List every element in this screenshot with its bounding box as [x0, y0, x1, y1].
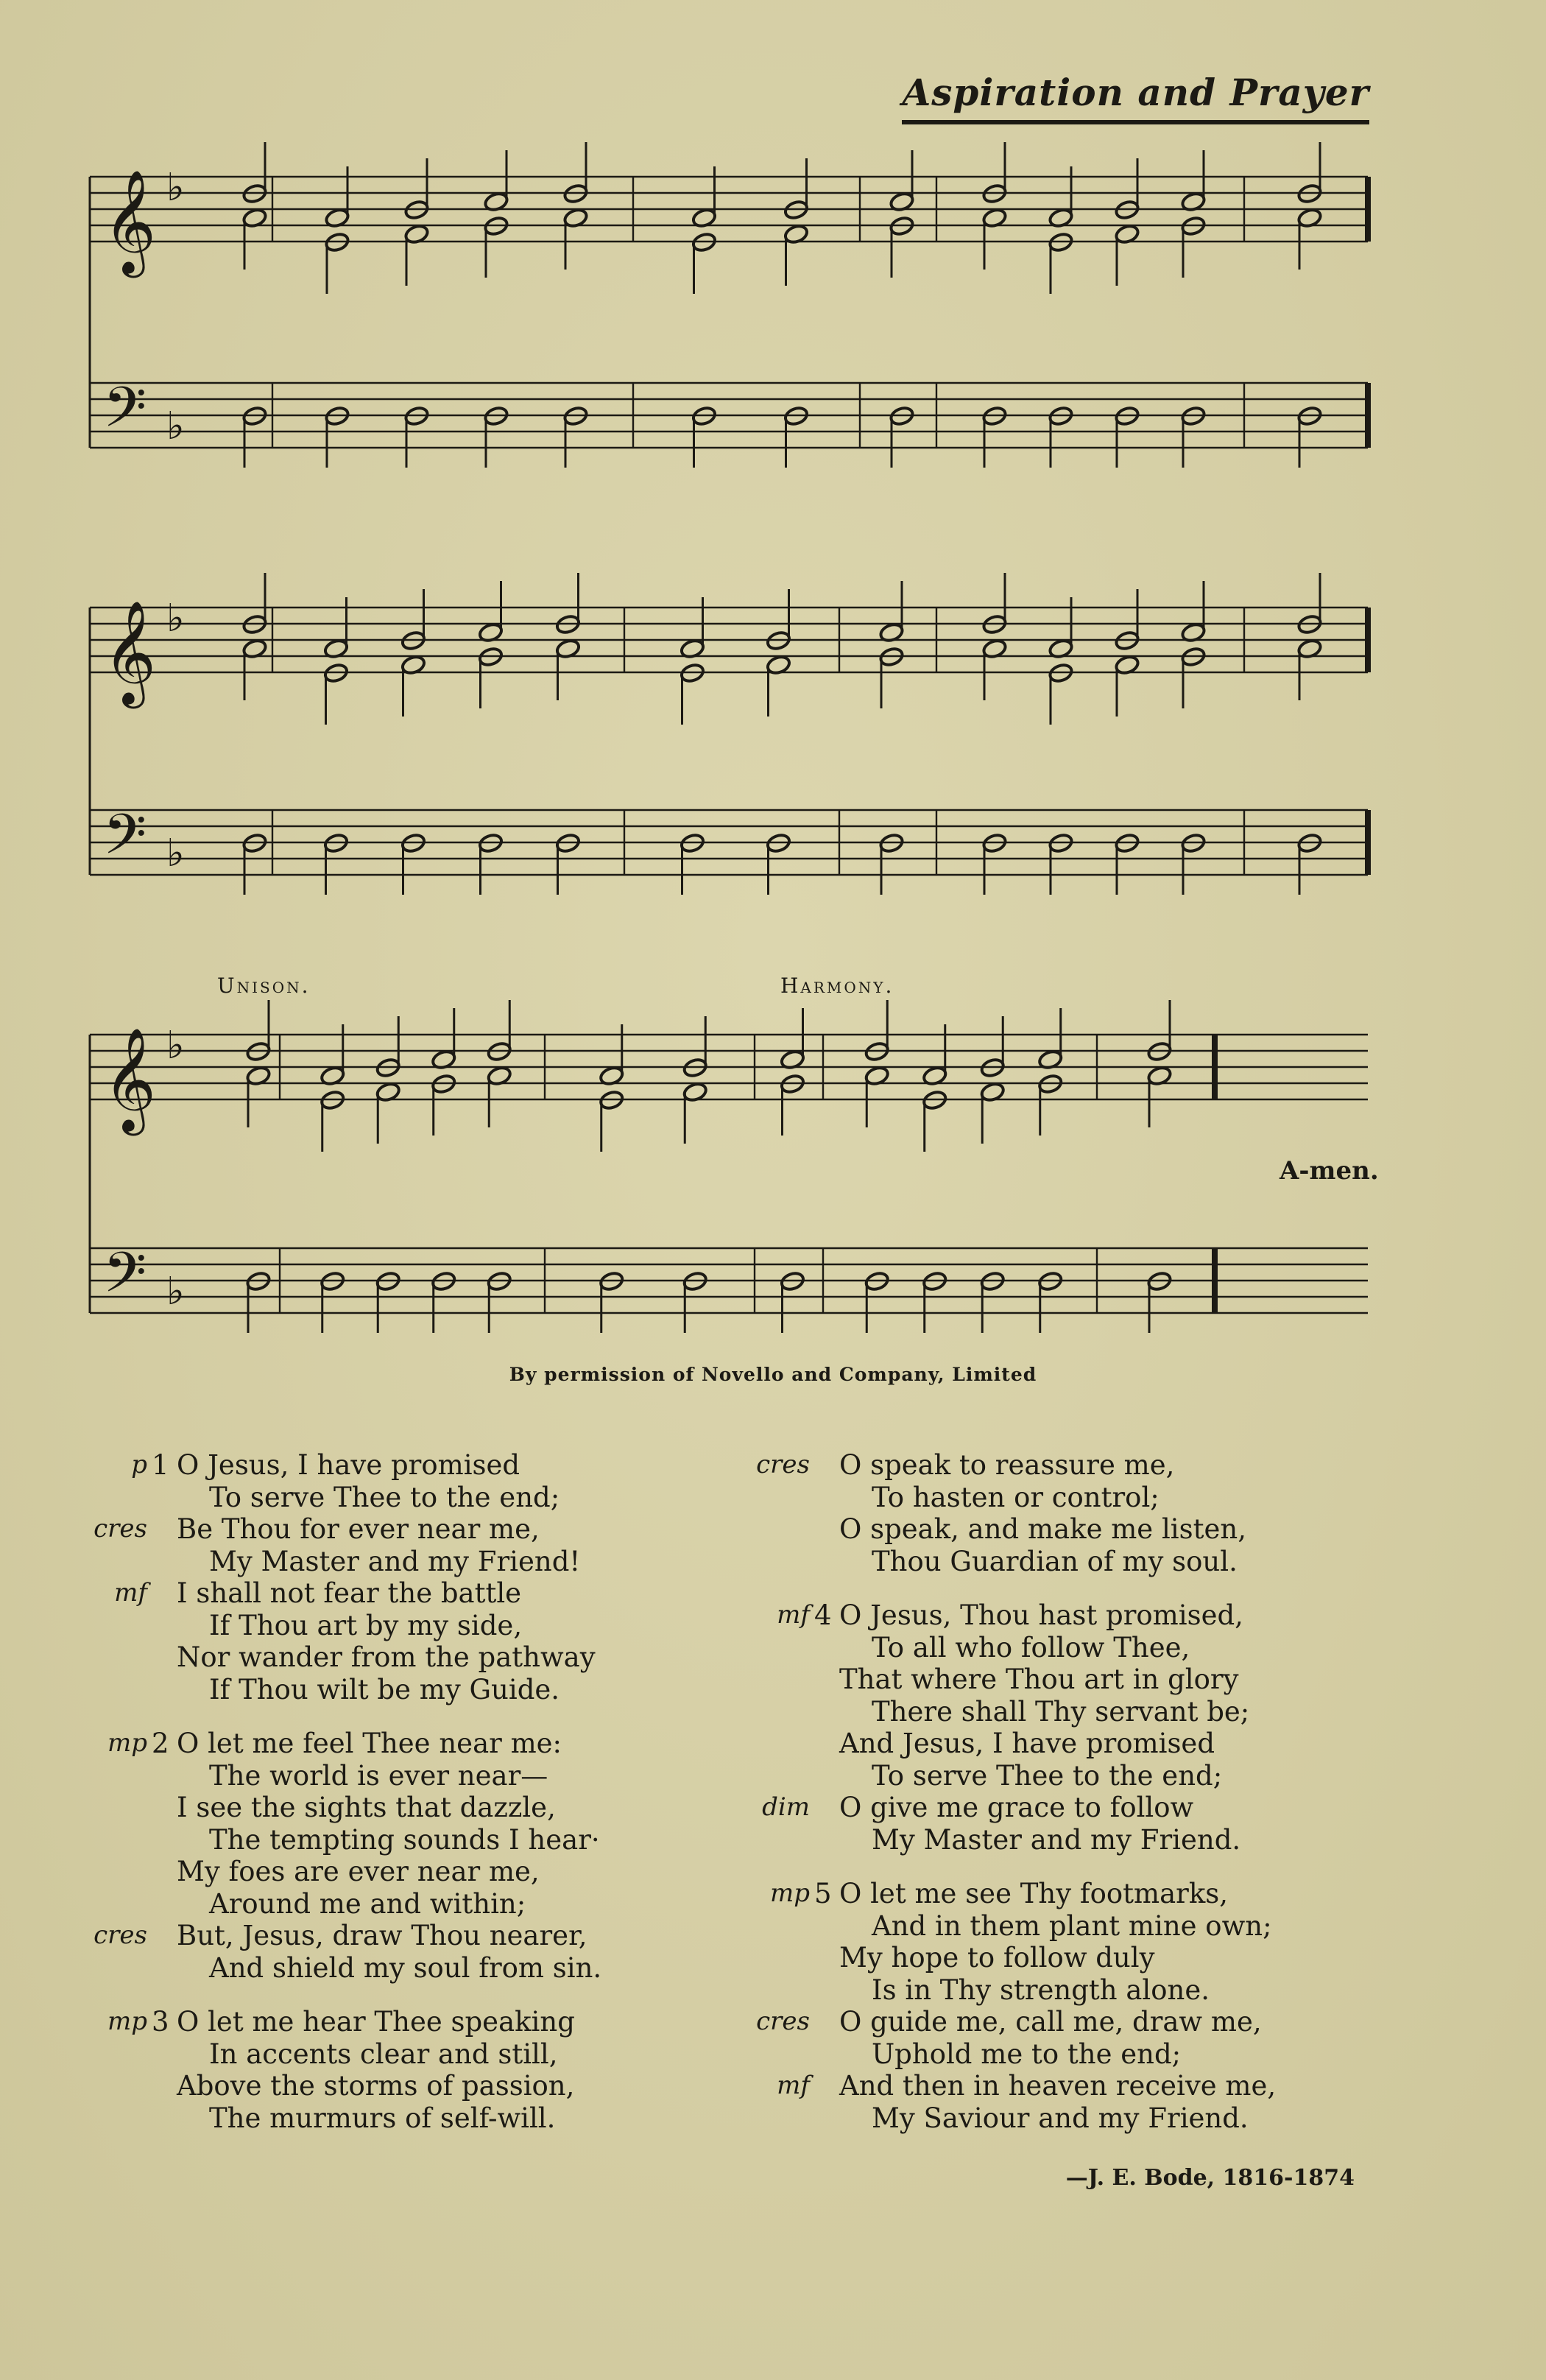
- verse-line: [88, 2070, 721, 2102]
- verse-text: To serve Thee to the end;: [872, 1759, 1223, 1792]
- verse-line: [88, 1577, 721, 1610]
- verse-line: [751, 2006, 1413, 2038]
- flat-key-signature-icon: ♭: [166, 1270, 185, 1314]
- verse-text: Thou Guardian of my soul.: [872, 1545, 1238, 1577]
- stanza: [751, 1878, 1413, 2134]
- stanza-number: 5: [814, 1878, 832, 1909]
- verse-line: [751, 1878, 1413, 1910]
- verse-text: The world is ever near—: [209, 1759, 548, 1792]
- flat-key-signature-icon: ♭: [166, 404, 185, 448]
- stanza-number: [814, 1546, 839, 1578]
- stanza-number: [814, 1792, 839, 1824]
- verse-line: [751, 1546, 1413, 1578]
- dynamic-marking: [88, 1856, 152, 1888]
- dynamic-marking: [88, 2102, 152, 2135]
- stanza-number: [152, 1824, 177, 1856]
- dynamic-marking: [751, 1513, 814, 1546]
- verse-text: And then in heaven receive me,: [839, 2070, 1277, 2102]
- verse-line: [751, 1760, 1413, 1792]
- verse-line: [751, 1482, 1413, 1514]
- stanza-number: [814, 2070, 839, 2102]
- verse-line: [751, 1696, 1413, 1728]
- verse-line: [88, 1513, 721, 1546]
- stanza: [88, 1728, 721, 1984]
- stanza-number: [152, 1856, 177, 1888]
- dynamic-marking: [88, 1888, 152, 1920]
- dynamic-marking: cres: [756, 2007, 810, 2036]
- verse-line: [88, 1792, 721, 1824]
- dynamic-marking: [751, 1974, 814, 2007]
- stanza-number: [814, 1760, 839, 1792]
- verse-text: My hope to follow duly: [839, 1942, 1155, 1974]
- verse-text: To hasten or control;: [872, 1481, 1160, 1513]
- verse-line: [751, 1513, 1413, 1546]
- stanza: [88, 1449, 721, 1705]
- dynamic-marking: [751, 1942, 814, 1974]
- dynamic-marking: [751, 1910, 814, 1943]
- flat-key-signature-icon: ♭: [166, 596, 185, 641]
- verse-line: [88, 2038, 721, 2071]
- stanza-number: [814, 1824, 839, 1856]
- verse-text: There shall Thy servant be;: [872, 1695, 1250, 1728]
- flat-key-signature-icon: ♭: [166, 166, 185, 210]
- verse-text: O let me feel Thee near me:: [177, 1728, 562, 1759]
- stanza-number: [814, 1696, 839, 1728]
- verse-line: [751, 2102, 1413, 2135]
- hymn-text-left-column: [88, 1449, 721, 2156]
- dynamic-marking: [88, 1546, 152, 1578]
- stanza-number: [152, 1482, 177, 1514]
- dynamic-marking: [88, 1641, 152, 1674]
- verse-line: [751, 2070, 1413, 2102]
- permission-credit: By permission of Novello and Company, Limited: [509, 1364, 1037, 1385]
- flat-key-signature-icon: ♭: [166, 1024, 185, 1068]
- stanza: [751, 1449, 1413, 1577]
- verse-text: My Master and my Friend.: [872, 1823, 1241, 1856]
- verse-line: [88, 1824, 721, 1856]
- verse-text: Around me and within;: [209, 1887, 526, 1920]
- verse-text: And Jesus, I have promised: [839, 1728, 1215, 1759]
- stanza-number: [814, 1632, 839, 1664]
- stanza-number: [152, 1674, 177, 1706]
- dynamic-marking: [88, 2070, 152, 2102]
- dynamic-marking: [88, 1674, 152, 1706]
- stanza-number: [814, 1942, 839, 1974]
- verse-text: If Thou art by my side,: [209, 1609, 523, 1641]
- dynamic-marking: cres: [756, 1450, 810, 1479]
- verse-line: [751, 1632, 1413, 1664]
- verse-text: And shield my soul from sin.: [209, 1951, 602, 1984]
- verse-line: [88, 1856, 721, 1888]
- stanza: [751, 1599, 1413, 1856]
- stanza-number: [814, 1449, 839, 1482]
- verse-text: O Jesus, Thou hast promised,: [839, 1599, 1243, 1631]
- verse-text: But, Jesus, draw Thou nearer,: [177, 1920, 587, 1951]
- stanza-number: 3: [152, 2006, 169, 2038]
- unison-label: Unison.: [217, 974, 311, 998]
- verse-text: O let me see Thy footmarks,: [839, 1878, 1229, 1909]
- dynamic-marking: mp: [107, 2007, 147, 2036]
- stanza-number: [152, 1641, 177, 1674]
- verse-text: Nor wander from the pathway: [177, 1641, 596, 1673]
- verse-text: The murmurs of self-will.: [209, 2102, 556, 2134]
- dynamic-marking: [88, 1610, 152, 1642]
- stanza-number: [814, 1663, 839, 1696]
- dynamic-marking: [751, 1760, 814, 1792]
- stanza-number: [814, 2006, 839, 2038]
- flat-key-signature-icon: ♭: [166, 831, 185, 876]
- stanza-number: [152, 1577, 177, 1610]
- verse-line: [751, 1449, 1413, 1482]
- harmony-label: Harmony.: [780, 974, 894, 998]
- dynamic-marking: [751, 1482, 814, 1514]
- verse-line: [751, 1942, 1413, 1974]
- author-attribution: —J. E. Bode, 1816-1874: [1065, 2165, 1355, 2191]
- stanza-number: [152, 2102, 177, 2135]
- hymn-text-right-column: [751, 1449, 1413, 2156]
- verse-line: [751, 2038, 1413, 2071]
- stanza-number: [152, 1760, 177, 1792]
- stanza: [88, 2006, 721, 2134]
- dynamic-marking: cres: [93, 1514, 147, 1543]
- dynamic-marking: [751, 1696, 814, 1728]
- verse-line: [88, 1888, 721, 1920]
- stanza-number: [152, 1610, 177, 1642]
- verse-line: [88, 1728, 721, 1760]
- stanza-number: [152, 1792, 177, 1824]
- verse-line: [751, 1974, 1413, 2007]
- verse-text: O Jesus, I have promised: [177, 1449, 520, 1481]
- stanza-number: [814, 2038, 839, 2071]
- dynamic-marking: [88, 2038, 152, 2071]
- verse-text: O guide me, call me, draw me,: [839, 2006, 1262, 2038]
- dynamic-marking: [88, 1952, 152, 1985]
- verse-text: Above the storms of passion,: [177, 2070, 575, 2102]
- verse-text: To all who follow Thee,: [872, 1631, 1190, 1663]
- verse-text: And in them plant mine own;: [872, 1909, 1272, 1942]
- verse-line: [88, 1449, 721, 1482]
- dynamic-marking: [88, 1792, 152, 1824]
- verse-text: If Thou wilt be my Guide.: [209, 1673, 560, 1705]
- verse-line: [88, 2006, 721, 2038]
- verse-line: [751, 1824, 1413, 1856]
- dynamic-marking: [88, 1760, 152, 1792]
- dynamic-marking: [751, 1546, 814, 1578]
- verse-text: To serve Thee to the end;: [209, 1481, 560, 1513]
- dynamic-marking: [88, 1482, 152, 1514]
- verse-text: Be Thou for ever near me,: [177, 1513, 540, 1545]
- verse-text: O let me hear Thee speaking: [177, 2006, 575, 2038]
- stanza-number: [152, 1546, 177, 1578]
- treble-clef-icon: 𝄞: [103, 599, 157, 704]
- stanza-number: [152, 2070, 177, 2102]
- dynamic-marking: [751, 2038, 814, 2071]
- dynamic-marking: mf: [777, 2071, 810, 2100]
- dynamic-marking: p: [131, 1450, 147, 1479]
- dynamic-marking: mf: [114, 1578, 147, 1608]
- treble-clef-icon: 𝄞: [103, 1027, 157, 1131]
- verse-text: My Saviour and my Friend.: [872, 2102, 1249, 2134]
- verse-line: [88, 1482, 721, 1514]
- amen-label: A-men.: [1279, 1156, 1379, 1186]
- stanza-number: 1: [152, 1449, 169, 1481]
- stanza-number: [152, 2038, 177, 2071]
- stanza-number: 2: [152, 1728, 169, 1759]
- verse-line: [88, 1674, 721, 1706]
- verse-line: [88, 2102, 721, 2135]
- section-title: Aspiration and Prayer: [902, 71, 1369, 124]
- bass-clef-icon: 𝄢: [103, 375, 147, 454]
- verse-text: O give me grace to follow: [839, 1792, 1194, 1823]
- stanza-number: [814, 1910, 839, 1943]
- verse-text: That where Thou art in glory: [839, 1663, 1239, 1695]
- dynamic-marking: mf: [777, 1600, 810, 1630]
- verse-line: [751, 1792, 1413, 1824]
- stanza-number: 4: [814, 1599, 832, 1631]
- stanza-number: [152, 1513, 177, 1546]
- verse-text: My foes are ever near me,: [177, 1856, 540, 1887]
- dynamic-marking: dim: [762, 1792, 810, 1822]
- verse-line: [88, 1610, 721, 1642]
- verse-line: [751, 1728, 1413, 1760]
- stanza-number: [814, 1974, 839, 2007]
- stanza-number: [814, 2102, 839, 2135]
- dynamic-marking: cres: [93, 1920, 147, 1950]
- stanza-number: [814, 1728, 839, 1760]
- verse-text: I shall not fear the battle: [177, 1577, 522, 1609]
- verse-text: My Master and my Friend!: [209, 1545, 581, 1577]
- treble-clef-icon: 𝄞: [103, 169, 157, 273]
- dynamic-marking: [751, 1663, 814, 1696]
- verse-line: [88, 1920, 721, 1952]
- verse-text: O speak to reassure me,: [839, 1449, 1175, 1481]
- dynamic-marking: [751, 1632, 814, 1664]
- verse-text: I see the sights that dazzle,: [177, 1792, 556, 1823]
- verse-text: The tempting sounds I hear·: [209, 1823, 600, 1856]
- dynamic-marking: mp: [769, 1879, 810, 1908]
- stanza-number: [152, 1888, 177, 1920]
- dynamic-marking: [751, 1728, 814, 1760]
- verse-line: [751, 1599, 1413, 1632]
- verse-line: [88, 1952, 721, 1985]
- stanza-number: [152, 1952, 177, 1985]
- stanza-number: [152, 1920, 177, 1952]
- verse-text: In accents clear and still,: [209, 2038, 558, 2070]
- dynamic-marking: [751, 1824, 814, 1856]
- verse-line: [751, 1663, 1413, 1696]
- bass-clef-icon: 𝄢: [103, 1240, 147, 1319]
- verse-text: Is in Thy strength alone.: [872, 1974, 1210, 2006]
- dynamic-marking: mp: [107, 1728, 147, 1758]
- stanza-number: [814, 1513, 839, 1546]
- verse-text: O speak, and make me listen,: [839, 1513, 1246, 1545]
- verse-text: Uphold me to the end;: [872, 2038, 1182, 2070]
- dynamic-marking: [88, 1824, 152, 1856]
- stanza-number: [814, 1482, 839, 1514]
- verse-line: [88, 1641, 721, 1674]
- verse-line: [751, 1910, 1413, 1943]
- verse-line: [88, 1760, 721, 1792]
- bass-clef-icon: 𝄢: [103, 802, 147, 881]
- dynamic-marking: [751, 2102, 814, 2135]
- verse-line: [88, 1546, 721, 1578]
